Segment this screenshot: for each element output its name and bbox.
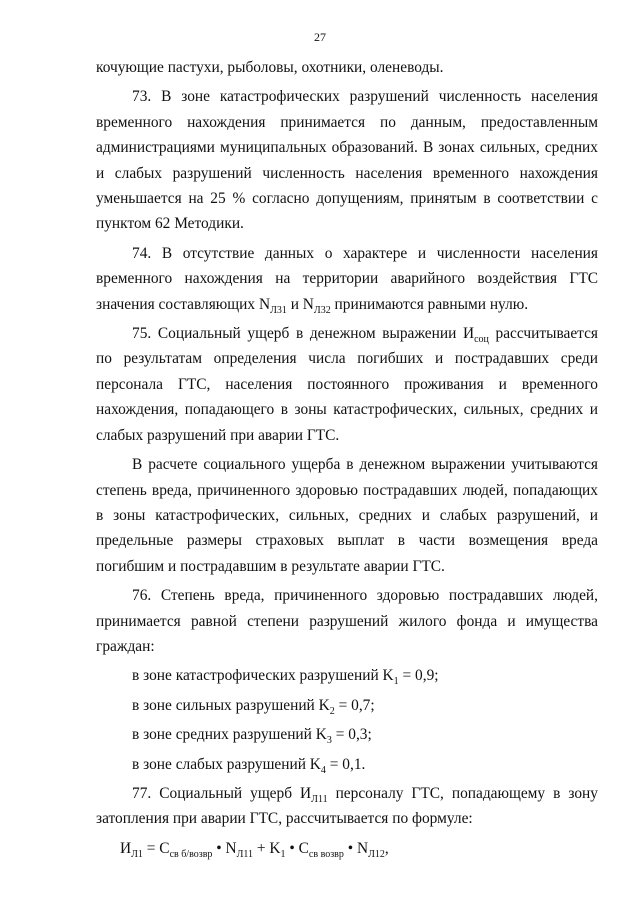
p77-subscript: Л11: [311, 794, 328, 806]
zone-item-value: = 0,1.: [325, 755, 366, 773]
p74-text-a: 74. В отсутствие данных о характере и численности населения временного нахождения на территории аварийного воздействия ГТС значения составляющих N: [96, 244, 598, 313]
p77-text-a: 77. Социальный ущерб И: [132, 784, 312, 802]
formula-term-6: ,: [384, 839, 389, 857]
zone-item: [96, 752, 598, 777]
formula-term-5-sub: Л12: [368, 848, 385, 860]
formula-term-2-sub: Л11: [236, 848, 254, 860]
zone-item-text: в зоне катастрофических разрушений K: [132, 667, 394, 685]
formula-term-2: • N: [212, 839, 237, 857]
formula: [96, 836, 598, 861]
paragraph-73: 73. В зоне катастрофических разрушений численность населения временного нахождения принимается по данным, предоставленным администрациями муниципальных образований. В зонах сильных, средних и слабых разрушений численность населения временного нахождения уменьшается на 25 % согласно допущениям, принятым в соответствии с пунктом 62 Методики.: [96, 88, 598, 233]
formula-term-1: = C: [142, 839, 170, 857]
formula-term-4: • C: [285, 839, 309, 857]
formula-lhs-sub: Л1: [131, 848, 143, 860]
page-number: 27: [314, 30, 326, 44]
zone-item-subscript: 1: [393, 676, 399, 688]
zone-item-text: в зоне сильных разрушений K: [132, 696, 330, 714]
paragraph-continuation: кочующие пастухи, рыболовы, охотники, оленеводы.: [96, 59, 444, 76]
zone-item-subscript: 4: [320, 764, 326, 776]
formula-term-1-sub: св б/возвр: [169, 848, 213, 860]
p74-text-c: принимаются равными нулю.: [330, 295, 529, 313]
zone-coefficient-list: [96, 663, 598, 777]
paragraph-74: [96, 241, 598, 317]
paragraph-75-second: В расчете социального ущерба в денежном выражении учитываются степень вреда, причиненного здоровью пострадавших людей, попадающих в зоны катастрофических, сильных, средних и слабых разрушений, и предельные размеры страховых выплат в части возмещения вреда погибшим и пострадавшим в результате аварии ГТС.: [96, 456, 598, 575]
paragraph-76: 76. Степень вреда, причиненного здоровью пострадавших людей, принимается равной степени разрушений жилого фонда и имущества граждан:: [96, 587, 598, 655]
p75-text-a: 75. Социальный ущерб в денежном выражении И: [132, 325, 475, 343]
zone-item: [96, 663, 598, 688]
zone-item: [96, 693, 598, 718]
formula-term-5: • N: [343, 839, 369, 857]
zone-item-text: в зоне слабых разрушений K: [132, 755, 321, 773]
p75-subscript: соц: [474, 334, 489, 346]
p74-subscript-1: Л31: [270, 304, 287, 316]
zone-item-value: = 0,3;: [331, 726, 372, 744]
p77-text-b: персоналу ГТС, попадающему в зону затопления при аварии ГТС, рассчитывается по формуле:: [96, 784, 598, 828]
p74-text-b: и N: [286, 295, 314, 313]
zone-item-value: = 0,7;: [334, 696, 375, 714]
formula-term-4-sub: св возвр: [308, 848, 344, 860]
formula-term-3-sub: 1: [280, 848, 286, 860]
zone-item-subscript: 3: [326, 735, 332, 747]
formula-lhs: И: [120, 839, 132, 857]
formula-term-3: + K: [253, 839, 281, 857]
paragraph-77: [96, 781, 598, 832]
paragraph-75: [96, 321, 598, 448]
p74-subscript-2: Л32: [313, 304, 331, 316]
zone-item-value: = 0,9;: [398, 667, 439, 685]
zone-item-subscript: 2: [329, 705, 335, 717]
zone-item-text: в зоне средних разрушений K: [132, 726, 327, 744]
zone-item: [96, 722, 598, 747]
document-body: [96, 55, 598, 865]
p75-text-b: рассчитывается по результатам определения числа погибших и пострадавших среди персонала ГТС, населения постоянного проживания и временного нахождения, попадающего в зоны катастрофических, сильных, средних и слабых разрушений при аварии ГТС.: [96, 325, 598, 444]
